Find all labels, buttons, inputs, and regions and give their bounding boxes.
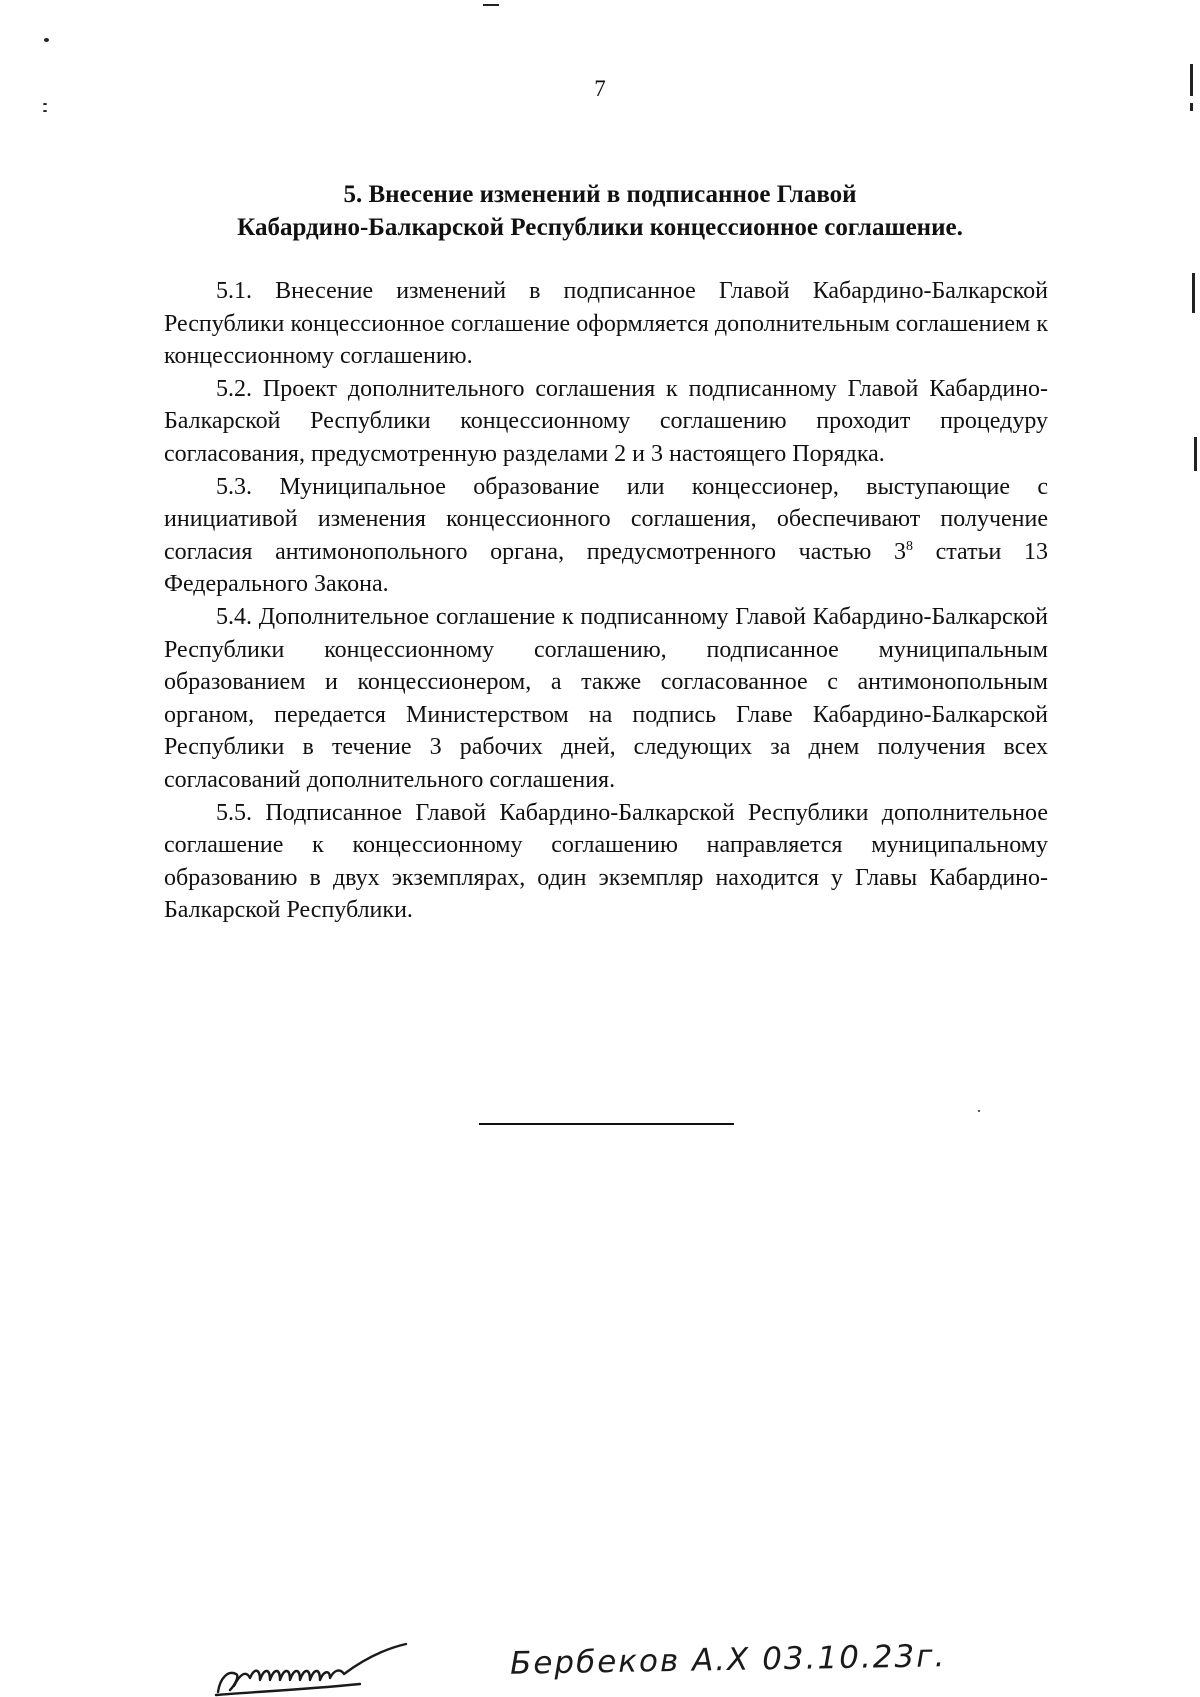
scan-speck <box>44 38 49 42</box>
scan-margin-line <box>1190 103 1193 111</box>
section-heading-line-2: Кабардино-Балкарской Республики концессионное соглашение. <box>237 214 963 241</box>
handwritten-signature <box>210 1640 425 1697</box>
end-of-text-rule <box>479 1123 734 1125</box>
section-heading-line-1: 5. Внесение изменений в подписанное Главой <box>343 181 857 208</box>
clause-5-5: 5.5. Подписанное Главой Кабардино-Балкарской Республики дополнительное соглашение к концессионному соглашению направляется муниципальному образованию в двух экземплярах, один экземпляр находится у Главы Кабардино-Балкарской Республики. <box>164 799 1048 924</box>
scan-speck <box>978 1110 980 1112</box>
clause-5-2: 5.2. Проект дополнительного соглашения к подписанному Главой Кабардино-Балкарской Республики концессионному соглашению проходит процедуру согласования, предусмотренную разделами 2 и 3 настоящего Порядка. <box>164 375 1048 467</box>
scan-speck <box>43 103 47 105</box>
clause-5-1: 5.1. Внесение изменений в подписанное Главой Кабардино-Балкарской Республики концессионное соглашение оформляется дополнительным соглашением к концессионному соглашению. <box>164 278 1048 370</box>
handwritten-note: Бербеков А.Х 03.10.23г. <box>509 1638 947 1682</box>
scan-margin-line <box>1192 273 1195 313</box>
clause-5-3-text: 5.3. Муниципальное образование или концессионер, выступающие с инициативой изменения концессионного соглашения, обеспечивают получение согласия антимонопольного органа, предусмотренного частью 3 <box>164 473 1048 565</box>
section-body <box>164 275 1048 927</box>
page-number: 7 <box>594 76 606 101</box>
scan-margin-line <box>1194 437 1197 471</box>
clause-5-4: 5.4. Дополнительное соглашение к подписанному Главой Кабардино-Балкарской Республики концессионному соглашению, подписанное муниципальным образованием и концессионером, а также согласованное с антимонопольным органом, передается Министерством на подпись Главе Кабардино-Балкарской Республики в течение 3 рабочих дней, следующих за днем получения всех согласований дополнительного соглашения. <box>164 603 1048 793</box>
scan-mark <box>483 4 499 6</box>
clause-5-3-text-end: статьи 13 Федерального Закона. <box>164 538 1048 598</box>
clause-5-3 <box>164 471 1048 601</box>
clause-5-3-superscript: 8 <box>906 538 913 554</box>
signature-area <box>0 1640 1200 1697</box>
section-heading <box>0 178 1200 244</box>
scan-speck <box>43 110 47 112</box>
